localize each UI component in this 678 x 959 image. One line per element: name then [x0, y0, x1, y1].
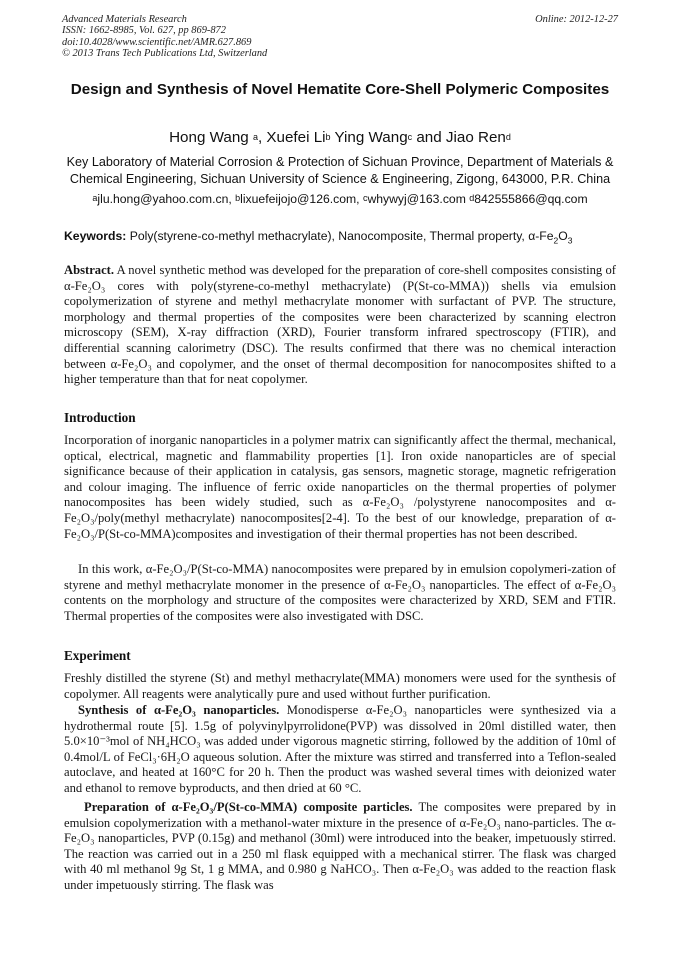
journal-name: Advanced Materials Research: [62, 14, 187, 25]
author-name: Hong Wang: [169, 129, 253, 146]
author-list: [62, 128, 618, 148]
keywords-subscript: 2: [553, 235, 559, 246]
online-date: Online: 2012-12-27: [535, 14, 618, 25]
journal-issn: ISSN: 1662-8985, Vol. 627, pp 869-872: [62, 25, 226, 37]
section-heading-experiment: Experiment: [64, 648, 131, 663]
email-mark: d: [469, 193, 475, 203]
intro-paragraph-1: Incorporation of inorganic nanoparticles in a polymer matrix can significantly affect the thermal, mechanical, optical, electrical, magnetic and flammability properties [1]. Iron oxide nanoparticles are of special significance because of their application in catalysis, gas sensors, magnetic storage, magnetic refrigeration and colour imaging. The influence of ferric oxide nanoparticles on the thermal properties of polymer nanocomposites has been widely studied, such as α-Fe₂O₃ /polystyrene nanocomposites and α-Fe₂O₃/poly(methyl methacrylate) nanocomposites[2-4]. To the best of our knowledge, preparation of α-Fe₂O₃/P(St-co-MMA)composites and investigation of their thermal properties has not been described.: [64, 433, 616, 541]
experiment-paragraph-2: [64, 703, 616, 797]
paper-title: Design and Synthesis of Novel Hematite Core-Shell Polymeric Composites: [70, 81, 610, 98]
journal-copyright: © 2013 Trans Tech Publications Ltd, Switzerland: [62, 48, 268, 60]
experiment-paragraph-1: Freshly distilled the styrene (St) and methyl methacrylate(MMA) monomers were used for the synthesis of copolymer. All reagents were analytically pure and used without further purification.: [64, 671, 616, 701]
abstract-label: Abstract.: [64, 263, 115, 277]
author-name: and Jiao Ren: [412, 129, 506, 146]
affiliation: Key Laboratory of Material Corrosion & Protection of Sichuan Province, Department of Materials & Chemical Engineering, Sichuan University of Science & Engineering, Zigong, 643000, P.R. China: [66, 155, 614, 186]
abstract-text: A novel synthetic method was developed for the preparation of core-shell composites consisting of α-Fe₂O₃ cores with poly(styrene-co-methyl methacrylate) (P(St-co-MMA)) shells via emulsion copolymerization of styrene and methyl methacrylate monomer with surfactant of PVP. The structure, morphology and thermal properties of the composites were been characterized by scanning electron microscopy (SEM), X-ray diffraction (XRD), Fourier transform infrared spectroscopy (FTIR), and differential scanning calorimetry (DSC). The results confirmed that there was no chemical interaction between α-Fe₂O₃ and copolymer, and the onset of thermal decomposition for nanocomposites shifted to a higher temperature than that for neat copolymer.: [64, 263, 616, 387]
keywords-text-tail: O: [558, 229, 568, 243]
email-mark: c: [362, 193, 368, 203]
paragraph-run-in-heading: Preparation of α-Fe₂O₃/P(St-co-MMA) composite particles.: [84, 800, 413, 814]
abstract-paragraph: [64, 263, 616, 388]
paragraph-text: The composites were prepared by in emulsion copolymerization with a methanol-water mixture in the presence of α-Fe₂O₃ nano-particles. The α-Fe₂O₃ nanoparticles, PVP (0.15g) and methanol (30ml) were introduced into the beaker, impetuously stirred. The reaction was carried out in a 250 ml flask equipped with a mechanical stirrer. The flask was charged with 40 ml methanol 9g St, 1 g MMA, and 0.980 g NaHCO₃. Then α-Fe₂O₃ was added to the reaction flask under impetuously stirring. The flask was: [64, 800, 616, 892]
author-name: Ying Wang: [330, 129, 408, 146]
author-mark: a: [252, 132, 258, 142]
section-heading-introduction: Introduction: [64, 410, 136, 425]
author-name: , Xuefei Li: [257, 129, 326, 146]
intro-paragraph-2: In this work, α-Fe₂O₃/P(St-co-MMA) nanocomposites were prepared by in emulsion copolymeri-zation of styrene and methyl methacrylate monomer in the presence of α-Fe₂O₃ nanoparticles. The effect of α-Fe₂O₃ contents on the morphology and structure of the composites were characterized by XRD, SEM and FTIR. Thermal properties of the composites were also investigated with DSC.: [64, 562, 616, 623]
journal-header: [62, 14, 618, 60]
author-mark: d: [505, 132, 511, 142]
email-address: lixuefeijojo@126.com,: [240, 192, 363, 206]
email-address: jlu.hong@yahoo.com.cn,: [97, 192, 236, 206]
keywords-subscript: 3: [567, 235, 573, 246]
paragraph-text: Monodisperse α-Fe₂O₃ nanoparticles were synthesized via a hydrothermal route [5]. 1.5g of polyvinylpyrrolidone(PVP) was dissolved in 20ml distilled water, then 5.0×10⁻³mol of NH₄HCO₃ was added under vigorous magnetic stirring, followed by the addition of 10ml of 0.4mol/L of FeCl₃·6H₂O aqueous solution. After the mixture was stirred and transferred into a Teflon-sealed autoclave, and heated at 160°C for 20 h. Then the product was washed several times with deionized water and ethanol to remove byproducts, and then dried at 60 °C.: [64, 703, 616, 795]
keywords-label: Keywords:: [64, 229, 127, 243]
keywords: [64, 228, 620, 244]
journal-doi: doi:10.4028/www.scientific.net/AMR.627.869: [62, 36, 252, 48]
email-address: whywyj@163.com: [367, 192, 470, 206]
email-list: [62, 191, 618, 207]
paragraph-run-in-heading: Synthesis of α-Fe₂O₃ nanoparticles.: [78, 703, 280, 717]
experiment-paragraph-3: [64, 800, 616, 894]
author-mark: b: [325, 132, 331, 142]
author-mark: c: [407, 132, 413, 142]
email-mark: a: [92, 193, 98, 203]
email-address: 842555866@qq.com: [474, 192, 588, 206]
keywords-text: Poly(styrene-co-methyl methacrylate), Nanocomposite, Thermal property, α-Fe: [126, 229, 554, 243]
email-mark: b: [235, 193, 241, 203]
